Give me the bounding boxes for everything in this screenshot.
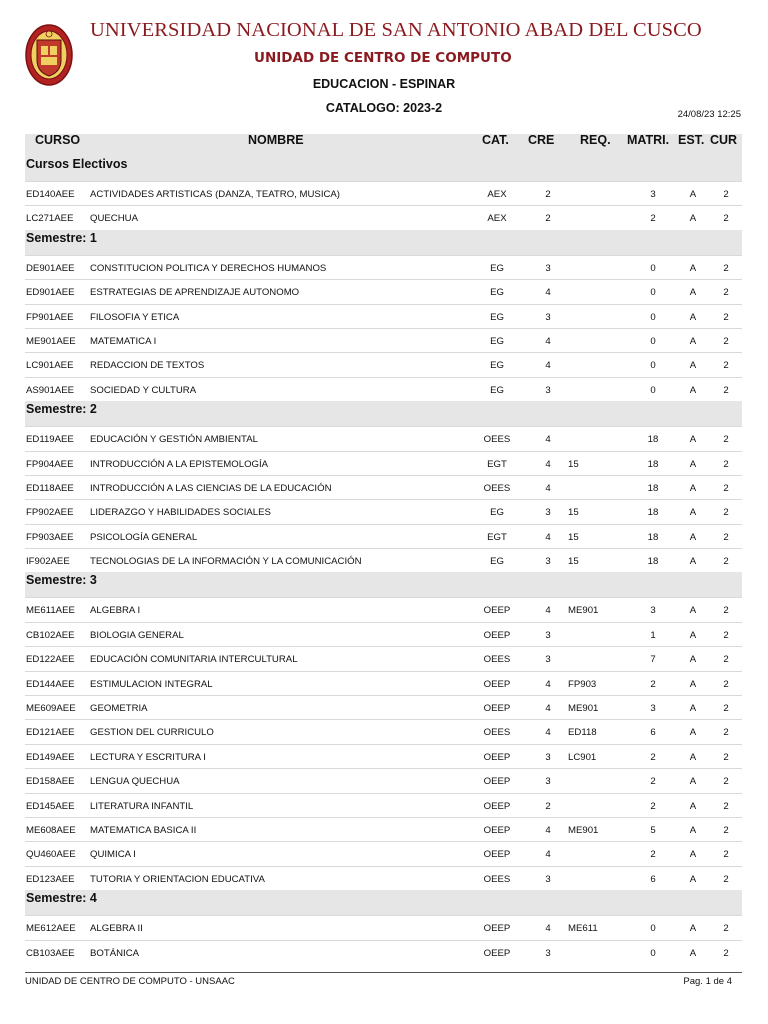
course-name: REDACCION DE TEXTOS	[90, 360, 205, 372]
table-row: ME608AEE MATEMATICA BASICA II OEEP 4 ME901 5 A 2	[25, 817, 742, 841]
course-code: ED123AEE	[26, 873, 75, 885]
table-row: ME609AEE GEOMETRIA OEEP 4 ME901 3 A 2	[25, 695, 742, 719]
col-cre: CRE	[528, 133, 555, 147]
course-prereq: 15	[568, 458, 579, 470]
course-name: MATEMATICA BASICA II	[90, 824, 197, 836]
table-row: QU460AEE QUIMICA I OEEP 4 2 A 2	[25, 841, 742, 865]
section-title: Semestre: 2	[26, 402, 97, 417]
table-row: ED123AEE TUTORIA Y ORIENTACION EDUCATIVA OEES 3 6 A 2	[25, 866, 742, 890]
course-code: ED149AEE	[26, 751, 75, 763]
course-name: LIDERAZGO Y HABILIDADES SOCIALES	[90, 507, 271, 519]
table-row: ED901AEE ESTRATEGIAS DE APRENDIZAJE AUTONOMO EG 4 0 A 2	[25, 279, 742, 303]
course-prereq: FP903	[568, 678, 597, 690]
course-code: LC901AEE	[26, 360, 74, 372]
course-name: PSICOLOGÍA GENERAL	[90, 531, 198, 543]
section-header	[25, 156, 742, 181]
course-name: INTRODUCCIÓN A LAS CIENCIAS DE LA EDUCACIÓN	[90, 482, 332, 494]
table-row: DE901AEE CONSTITUCION POLITICA Y DERECHOS HUMANOS EG 3 0 A 2	[25, 255, 742, 279]
table-row: CB103AEE BOTÁNICA OEEP 3 0 A 2	[25, 940, 742, 964]
table-header	[25, 134, 742, 156]
course-name: FILOSOFIA Y ETICA	[90, 311, 180, 323]
course-code: DE901AEE	[26, 262, 75, 274]
col-req: REQ.	[580, 133, 611, 147]
course-code: ED140AEE	[26, 189, 75, 200]
table-row: ED145AEE LITERATURA INFANTIL OEEP 2 2 A 2	[25, 793, 742, 817]
table-row: ED118AEE INTRODUCCIÓN A LAS CIENCIAS DE LA EDUCACIÓN OEES 4 18 A 2	[25, 475, 742, 499]
course-code: FP902AEE	[26, 507, 74, 519]
course-code: FP904AEE	[26, 458, 74, 470]
course-code: IF902AEE	[26, 556, 70, 568]
course-code: ED119AEE	[26, 434, 74, 446]
course-prereq: ED118	[568, 727, 597, 739]
course-name: ALGEBRA II	[90, 923, 143, 935]
table-row: FP901AEE FILOSOFIA Y ETICA EG 3 0 A 2	[25, 304, 742, 328]
section-title: Semestre: 1	[26, 230, 97, 245]
footer-left: UNIDAD DE CENTRO DE COMPUTO - UNSAAC	[25, 976, 235, 987]
course-name: BOTÁNICA	[90, 947, 140, 959]
course-code: QU460AEE	[26, 849, 76, 861]
course-table	[25, 156, 742, 964]
table-row: AS901AEE SOCIEDAD Y CULTURA EG 3 0 A 2	[25, 377, 742, 401]
course-name: ACTIVIDADES ARTISTICAS (DANZA, TEATRO, MUSICA)	[90, 189, 341, 200]
course-name: GESTION DEL CURRICULO	[90, 727, 214, 739]
course-code: FP903AEE	[26, 531, 74, 543]
table-row: ED119AEE EDUCACIÓN Y GESTIÓN AMBIENTAL OEES 4 18 A 2	[25, 426, 742, 450]
table-row: ME612AEE ALGEBRA II OEEP 4 ME611 0 A 2	[25, 915, 742, 939]
course-name: TECNOLOGIAS DE LA INFORMACIÓN Y LA COMUNICACIÓN	[90, 556, 362, 568]
table-row: LC901AEE REDACCION DE TEXTOS EG 4 0 A 2	[25, 352, 742, 376]
course-prereq: ME611	[568, 923, 598, 935]
course-name: GEOMETRIA	[90, 703, 148, 715]
table-row: FP902AEE LIDERAZGO Y HABILIDADES SOCIALES EG 3 15 18 A 2	[25, 499, 742, 523]
section-header	[25, 890, 742, 915]
course-prereq: ME901	[568, 605, 599, 617]
section-title: Semestre: 4	[26, 891, 97, 906]
course-code: FP901AEE	[26, 311, 74, 323]
section-header	[25, 401, 742, 426]
table-row: ED122AEE EDUCACIÓN COMUNITARIA INTERCULTURAL OEES 3 7 A 2	[25, 646, 742, 670]
course-code: ME612AEE	[26, 923, 76, 935]
section-header	[25, 572, 742, 597]
course-prereq: 15	[568, 507, 579, 519]
table-row: LC271AEE QUECHUA AEX 2 2 A 2	[25, 205, 742, 229]
course-code: ED145AEE	[26, 800, 75, 812]
course-name: MATEMATICA I	[90, 335, 157, 347]
section-title: Cursos Electivos	[26, 157, 128, 171]
table-row: IF902AEE TECNOLOGIAS DE LA INFORMACIÓN Y LA COMUNICACIÓN EG 3 15 18 A 2	[25, 548, 742, 572]
col-curso: CURSO	[35, 133, 81, 147]
table-row: ED158AEE LENGUA QUECHUA OEEP 3 2 A 2	[25, 768, 742, 792]
course-code: ME611AEE	[26, 605, 75, 617]
course-prereq: ME901	[568, 703, 599, 715]
table-row: ED144AEE ESTIMULACION INTEGRAL OEEP 4 FP903 2 A 2	[25, 671, 742, 695]
course-name: ESTRATEGIAS DE APRENDIZAJE AUTONOMO	[90, 287, 300, 299]
course-code: AS901AEE	[26, 384, 75, 396]
university-name: UNIVERSIDAD NACIONAL DE SAN ANTONIO ABAD DEL CUSCO	[90, 19, 702, 41]
course-code: ED121AEE	[26, 727, 75, 739]
table-row: FP903AEE PSICOLOGÍA GENERAL EGT 4 15 18 A 2	[25, 524, 742, 548]
catalog-title: CATALOGO: 2023-2	[325, 101, 443, 115]
course-code: ED158AEE	[26, 776, 75, 788]
print-timestamp: 24/08/23 12:25	[677, 109, 741, 120]
course-code: LC271AEE	[26, 213, 74, 225]
course-name: INTRODUCCIÓN A LA EPISTEMOLOGÍA	[90, 458, 269, 470]
course-code: ED122AEE	[26, 654, 75, 666]
course-name: TUTORIA Y ORIENTACION EDUCATIVA	[90, 873, 265, 885]
course-name: LITERATURA INFANTIL	[90, 800, 194, 812]
table-row: ED140AEE ACTIVIDADES ARTISTICAS (DANZA, TEATRO, MUSICA) AEX 2 3 A 2	[25, 181, 742, 205]
table-row: ED121AEE GESTION DEL CURRICULO OEES 4 ED118 6 A 2	[25, 719, 742, 743]
course-code: ED144AEE	[26, 678, 75, 690]
course-name: EDUCACIÓN COMUNITARIA INTERCULTURAL	[90, 654, 298, 666]
footer-divider	[25, 972, 742, 973]
col-cur: CUR	[710, 133, 738, 147]
course-name: ESTIMULACION INTEGRAL	[90, 678, 213, 690]
course-name: CONSTITUCION POLITICA Y DERECHOS HUMANOS	[90, 262, 327, 274]
course-name: BIOLOGIA GENERAL	[90, 629, 184, 641]
course-name: LECTURA Y ESCRITURA I	[90, 751, 206, 763]
course-code: ED118AEE	[26, 482, 74, 494]
course-prereq: ME901	[568, 824, 599, 836]
page-number: Pag. 1 de 4	[683, 976, 732, 987]
course-code: ED901AEE	[26, 287, 75, 299]
col-cat: CAT.	[482, 133, 509, 147]
program-title: EDUCACION - ESPINAR	[312, 77, 456, 91]
course-code: CB102AEE	[26, 629, 75, 641]
section-title: Semestre: 3	[26, 573, 97, 588]
table-row: ME901AEE MATEMATICA I EG 4 0 A 2	[25, 328, 742, 352]
course-code: ME609AEE	[26, 703, 76, 715]
col-matri: MATRI.	[627, 133, 670, 147]
section-header	[25, 230, 742, 255]
course-name: SOCIEDAD Y CULTURA	[90, 384, 197, 396]
col-est: EST.	[678, 133, 705, 147]
unit-name: UNIDAD DE CENTRO DE COMPUTO	[254, 50, 512, 66]
course-name: EDUCACIÓN Y GESTIÓN AMBIENTAL	[90, 434, 258, 446]
course-prereq: 15	[568, 531, 579, 543]
table-row: CB102AEE BIOLOGIA GENERAL OEEP 3 1 A 2	[25, 622, 742, 646]
course-name: LENGUA QUECHUA	[90, 776, 180, 788]
course-code: ME901AEE	[26, 335, 76, 347]
course-code: ME608AEE	[26, 824, 76, 836]
course-prereq: 15	[568, 556, 579, 568]
col-nombre: NOMBRE	[248, 133, 304, 147]
course-code: CB103AEE	[26, 947, 75, 959]
course-name: ALGEBRA I	[90, 605, 141, 617]
table-row: ED149AEE LECTURA Y ESCRITURA I OEEP 3 LC901 2 A 2	[25, 744, 742, 768]
table-row: ME611AEE ALGEBRA I OEEP 4 ME901 3 A 2	[25, 597, 742, 621]
course-prereq: LC901	[568, 751, 597, 763]
table-row: FP904AEE INTRODUCCIÓN A LA EPISTEMOLOGÍA EGT 4 15 18 A 2	[25, 451, 742, 475]
course-name: QUECHUA	[90, 213, 138, 225]
course-name: QUIMICA I	[90, 849, 136, 861]
